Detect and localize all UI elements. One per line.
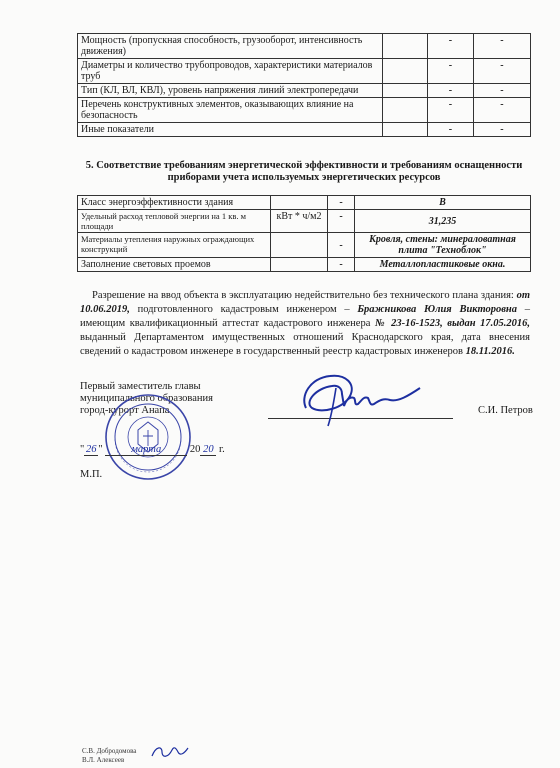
- row-value: Металлопластиковые окна.: [355, 258, 531, 272]
- row-cell: [382, 59, 428, 84]
- row-cell: [382, 34, 428, 59]
- row-dash: -: [328, 196, 355, 210]
- energy-table: [77, 195, 531, 272]
- row-value: -: [473, 84, 530, 98]
- row-label: Класс энергоэффективности здания: [78, 196, 271, 210]
- row-value: 31,235: [355, 210, 531, 233]
- row-value: -: [473, 98, 530, 123]
- row-value: -: [473, 59, 530, 84]
- date-year-prefix: 20: [189, 444, 201, 455]
- section5-title: 5. Соответствие требованиям энергетической эффективности и требованиям оснащенности приборами учета используемых энергетических ресурсов: [85, 160, 523, 183]
- table-row: [78, 233, 531, 258]
- row-value: -: [473, 123, 530, 137]
- table-row: [78, 123, 531, 137]
- table-row: [78, 84, 531, 98]
- signing-date: [80, 444, 225, 456]
- row-label: Диаметры и количество трубопроводов, характеристики материалов труб: [78, 59, 383, 84]
- row-label: Тип (КЛ, ВЛ, КВЛ), уровень напряжения линий электропередачи: [78, 84, 383, 98]
- row-cell: [382, 123, 428, 137]
- para-text: подготовленного кадастровым инженером –: [129, 304, 358, 315]
- row-dash: -: [328, 210, 355, 233]
- row-label: Перечень конструктивных элементов, оказывающих влияние на безопасность: [78, 98, 383, 123]
- para-text: выданный Департаментом имущественных отношений Краснодарского края, дата внесения сведений о кадастровом инженере в государственный реестр кадастровых инженеров: [80, 332, 530, 357]
- stamp-place-label: М.П.: [80, 469, 103, 480]
- row-value: B: [355, 196, 531, 210]
- position-line: муниципального образования: [80, 393, 213, 404]
- row-unit: [271, 233, 328, 258]
- footer-names: [82, 747, 136, 765]
- date-g: г.: [218, 444, 225, 455]
- official-seal: [103, 392, 193, 482]
- para-registry-date: 18.11.2016.: [465, 346, 515, 357]
- footer-name: В.Л. Алексеев: [82, 756, 125, 764]
- table-row: [78, 59, 531, 84]
- para-date: от 10.06.2019,: [80, 290, 530, 315]
- position-line: Первый заместитель главы: [80, 381, 201, 392]
- handwritten-signature: [298, 370, 428, 430]
- date-quote: ": [80, 444, 85, 455]
- table-row: [78, 98, 531, 123]
- footer-signature: [150, 742, 190, 762]
- row-label: Материалы утепления наружных ограждающих конструкций: [78, 233, 271, 258]
- row-value: -: [428, 123, 474, 137]
- para-engineer: Бражникова Юлия Викторовна: [357, 304, 518, 315]
- row-cell: [382, 98, 428, 123]
- characteristics-table: [77, 33, 531, 137]
- row-value: Кровля, стены: минераловатная плита "Технoблок": [355, 233, 531, 258]
- row-dash: -: [328, 233, 355, 258]
- row-dash: -: [328, 258, 355, 272]
- position-line: город-курорт Анапа: [80, 405, 170, 416]
- para-text: – имеющим квалификационный аттестат кадастрового инженера: [80, 304, 531, 329]
- row-unit: [271, 196, 328, 210]
- date-day: 26: [86, 444, 97, 455]
- date-year-suffix: 20: [200, 444, 216, 456]
- table-row: [78, 34, 531, 59]
- signer-name: С.И. Петров: [478, 405, 533, 416]
- row-value: -: [428, 59, 474, 84]
- date-quote: ": [98, 444, 103, 455]
- row-unit: [271, 258, 328, 272]
- date-month: марта: [105, 444, 187, 456]
- row-label: Мощность (пропускная способность, грузооборот, интенсивность движения): [78, 34, 383, 59]
- para-certificate: № 23-16-1523, выдан 17.05.2016,: [374, 318, 530, 329]
- row-value: -: [473, 34, 530, 59]
- row-unit: кВт * ч/м2: [271, 210, 328, 233]
- table-row: [78, 258, 531, 272]
- row-value: -: [428, 98, 474, 123]
- table-row: [78, 196, 531, 210]
- row-value: -: [428, 84, 474, 98]
- row-cell: [382, 84, 428, 98]
- footer-name: С.В. Добродомова: [82, 747, 137, 755]
- row-label: Удельный расход тепловой энергии на 1 кв. м площади: [78, 210, 271, 233]
- permit-paragraph: [80, 289, 530, 359]
- row-label: Иные показатели: [78, 123, 383, 137]
- table-row: [78, 210, 531, 233]
- row-value: -: [428, 34, 474, 59]
- row-label: Заполнение световых проемов: [78, 258, 271, 272]
- para-text: Разрешение на ввод объекта в эксплуатацию недействительно без технического плана здания:: [92, 290, 517, 301]
